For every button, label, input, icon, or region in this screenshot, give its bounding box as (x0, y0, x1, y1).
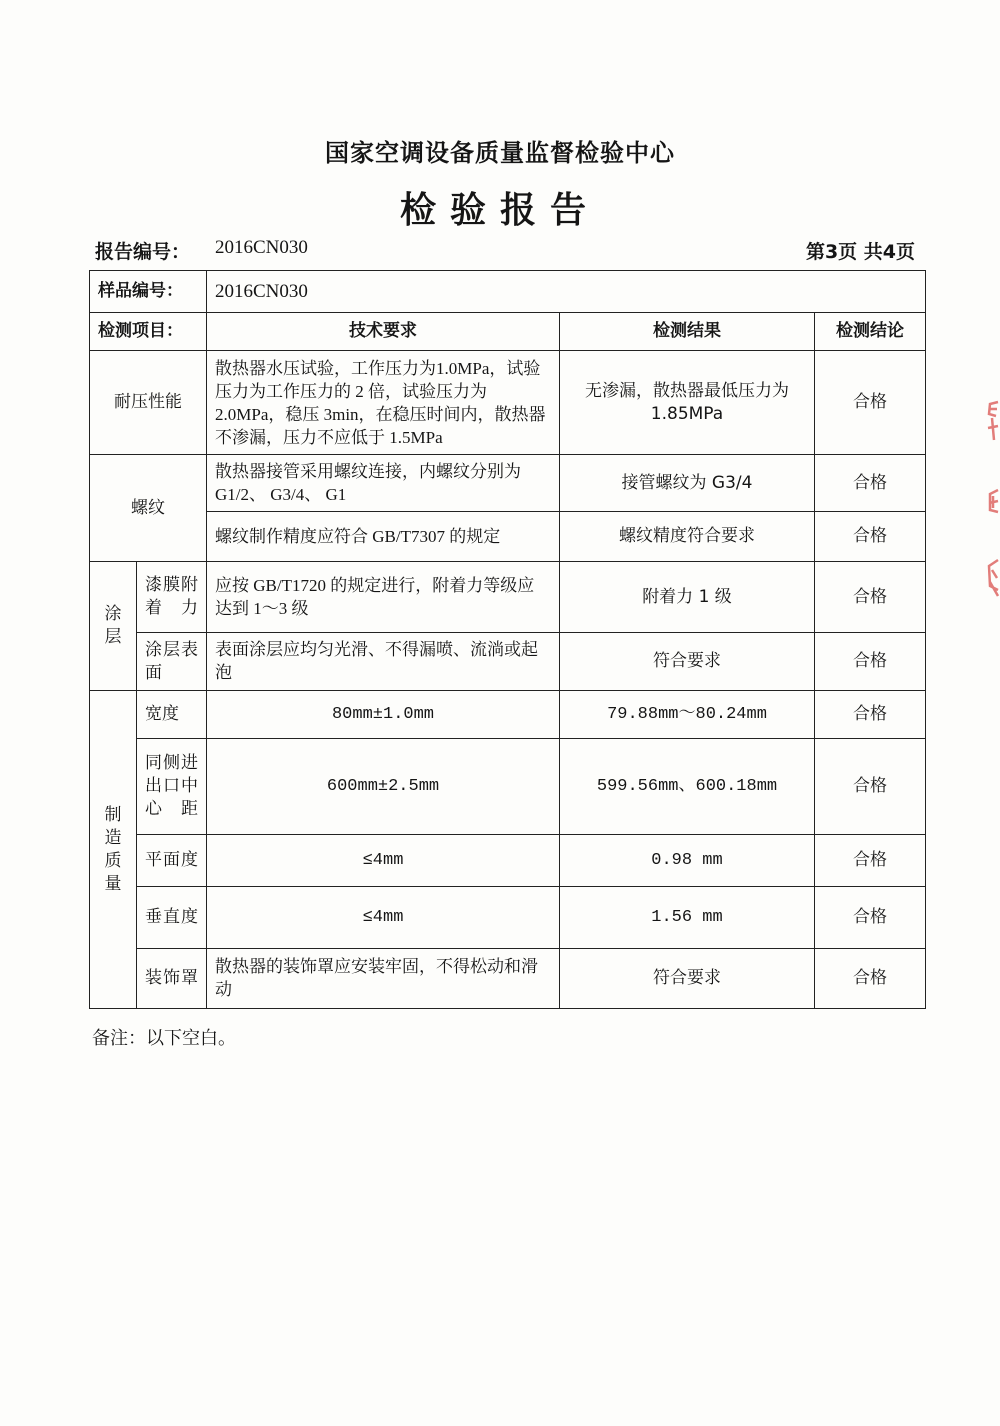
col-item-header: 检测项目： (90, 313, 207, 351)
manufacture-conclusion-4: 合格 (815, 887, 926, 949)
item-manufacture-label: 制造质量 (104, 804, 122, 894)
item-manufacture (90, 691, 137, 1009)
pressure-requirement: 散热器水压试验，工作压力为1.0MPa，试验压力为工作压力的 2 倍，试验压力为2.0MPa，稳压 3min，在稳压时间内，散热器不渗漏，压力不应低于 1.5MPa (207, 351, 560, 455)
remarks-note: 备注：以下空白。 (92, 1028, 236, 1049)
pressure-conclusion: 合格 (815, 351, 926, 455)
manufacture-conclusion-1: 合格 (815, 691, 926, 739)
coating-requirement-2: 表面涂层应均匀光滑、不得漏喷、流淌或起泡 (207, 633, 560, 691)
col-requirement-header: 技术要求 (207, 313, 560, 351)
thread-requirement-2: 螺纹制作精度应符合 GB/T7307 的规定 (207, 512, 560, 562)
manufacture-conclusion-5: 合格 (815, 949, 926, 1009)
manufacture-result-4: 1.56 mm (560, 887, 815, 949)
manufacture-requirement-5: 散热器的装饰罩应安装牢固，不得松动和滑动 (207, 949, 560, 1009)
manufacture-result-2: 599.56mm、600.18mm (560, 739, 815, 835)
manufacture-result-1: 79.88mm～80.24mm (560, 691, 815, 739)
coating-requirement-1: 应按 GB/T1720 的规定进行，附着力等级应达到 1～3 级 (207, 562, 560, 633)
red-seal-stamp (984, 400, 1000, 605)
report-no: 2016CN030 (215, 237, 308, 258)
sample-no-label: 样品编号： (90, 271, 207, 313)
coating-result-2: 符合要求 (560, 633, 815, 691)
thread-requirement-1: 散热器接管采用螺纹连接，内螺纹分别为G1/2、 G3/4、 G1 (207, 455, 560, 512)
item-coating-label: 涂层 (104, 604, 122, 647)
manufacture-requirement-3: ≤4mm (207, 835, 560, 887)
coating-sub-surface: 涂层表面 (137, 633, 207, 691)
item-coating (90, 562, 137, 691)
manufacture-conclusion-3: 合格 (815, 835, 926, 887)
manufacture-sub-perpendicularity: 垂直度 (137, 887, 207, 949)
manufacture-sub-center-distance: 同侧进出口中心距 (137, 739, 207, 835)
item-thread: 螺纹 (90, 455, 207, 562)
pressure-result: 无渗漏，散热器最低压力为1.85MPa (560, 351, 815, 455)
manufacture-sub-width: 宽度 (137, 691, 207, 739)
sample-no: 2016CN030 (207, 271, 926, 313)
manufacture-requirement-2: 600mm±2.5mm (207, 739, 560, 835)
report-meta (95, 237, 915, 265)
inspection-table (89, 270, 926, 1009)
manufacture-sub-flatness: 平面度 (137, 835, 207, 887)
col-conclusion-header: 检测结论 (815, 313, 926, 351)
thread-result-1: 接管螺纹为 G3/4 (560, 455, 815, 512)
report-title: 检验报告 (399, 190, 600, 231)
item-pressure: 耐压性能 (90, 351, 207, 455)
coating-result-1: 附着力 1 级 (560, 562, 815, 633)
manufacture-result-3: 0.98 mm (560, 835, 815, 887)
organization-name: 国家空调设备质量监督检验中心 (325, 139, 675, 167)
coating-conclusion-1: 合格 (815, 562, 926, 633)
thread-conclusion-1: 合格 (815, 455, 926, 512)
page-info: 第3页 共4页 (805, 241, 915, 263)
manufacture-conclusion-2: 合格 (815, 739, 926, 835)
manufacture-result-5: 符合要求 (560, 949, 815, 1009)
manufacture-sub-decorative-cover: 装饰罩 (137, 949, 207, 1009)
report-no-label: 报告编号： (95, 241, 191, 263)
coating-conclusion-2: 合格 (815, 633, 926, 691)
manufacture-requirement-4: ≤4mm (207, 887, 560, 949)
thread-result-2: 螺纹精度符合要求 (560, 512, 815, 562)
manufacture-requirement-1: 80mm±1.0mm (207, 691, 560, 739)
col-result-header: 检测结果 (560, 313, 815, 351)
coating-sub-adhesion: 漆膜附着力 (137, 562, 207, 633)
thread-conclusion-2: 合格 (815, 512, 926, 562)
